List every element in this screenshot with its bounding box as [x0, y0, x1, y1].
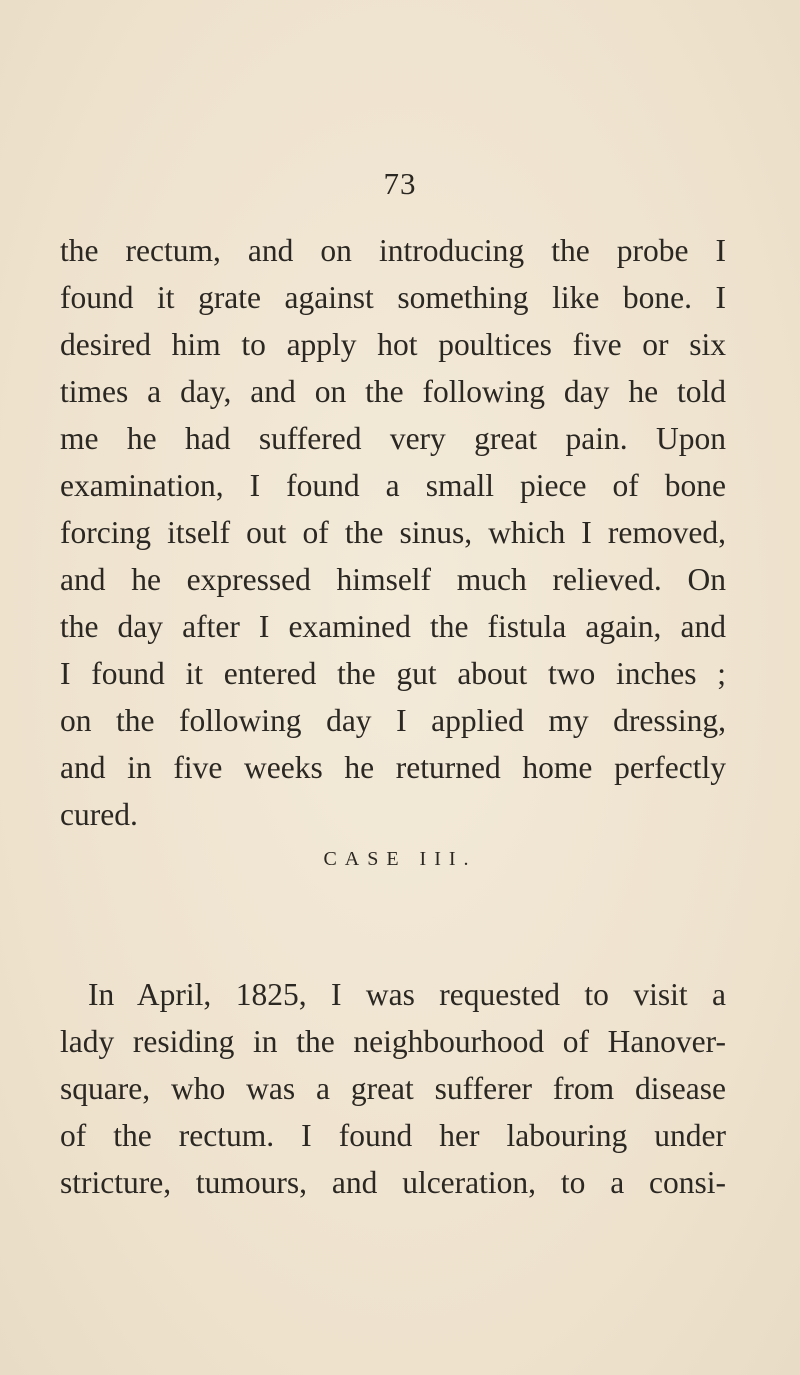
text-line: on the following day I applied my dressing, [60, 703, 726, 738]
text-line: examination, I found a small piece of bone [60, 468, 726, 503]
text-line: cured. [60, 797, 138, 832]
text-line: lady residing in the neighbourhood of Hanover- [60, 1024, 726, 1059]
text-line: In April, 1825, I was requested to visit a [88, 977, 726, 1012]
text-line: square, who was a great sufferer from disease [60, 1071, 726, 1106]
paragraph-2 [60, 971, 726, 1206]
text-line: times a day, and on the following day he told [60, 374, 726, 409]
text-line: of the rectum. I found her labouring under [60, 1118, 726, 1153]
text-line: desired him to apply hot poultices five or six [60, 327, 726, 362]
text-line: forcing itself out of the sinus, which I removed, [60, 515, 726, 550]
text-line: and he expressed himself much relieved. On [60, 562, 726, 597]
text-line: I found it entered the gut about two inches ; [60, 656, 726, 691]
text-line: stricture, tumours, and ulceration, to a consi- [60, 1165, 726, 1200]
case-heading: CASE III. [323, 848, 477, 870]
page-number: 73 [383, 166, 417, 201]
text-line: and in five weeks he returned home perfectly [60, 750, 726, 785]
text-line: found it grate against something like bone. I [60, 280, 726, 315]
text-line: the rectum, and on introducing the probe I [60, 233, 726, 268]
paragraph-1 [60, 227, 726, 838]
text-line: me he had suffered very great pain. Upon [60, 421, 726, 456]
text-line: the day after I examined the fistula again, and [60, 609, 726, 644]
